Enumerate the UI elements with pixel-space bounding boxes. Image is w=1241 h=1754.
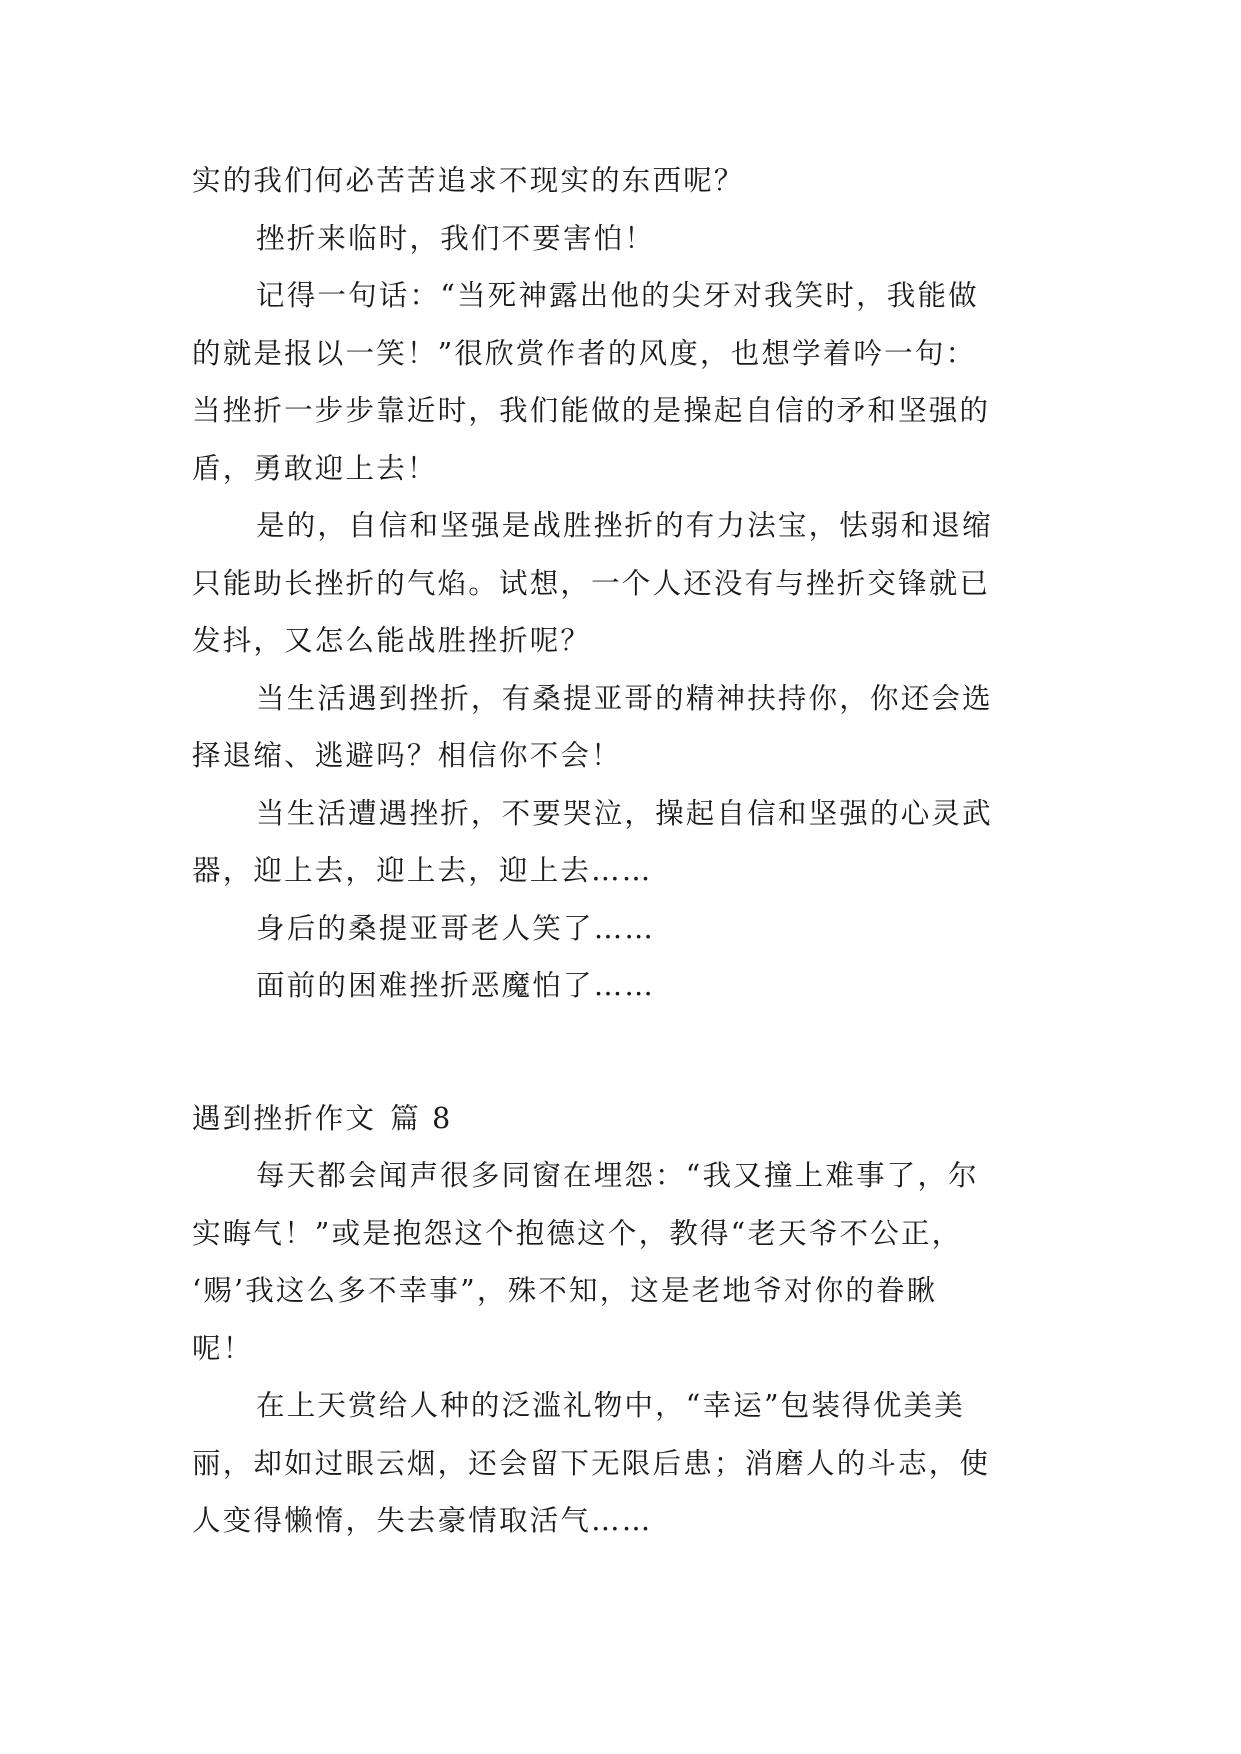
text-line: 实的我们何必苦苦追求不现实的东西呢？ (192, 164, 745, 197)
text-line: 只能助长挫折的气焰。试想，一个人还没有与挫折交锋就已 (192, 566, 991, 600)
heading-number: 篇 8 (390, 1102, 453, 1135)
paragraph-line: 面前的困难挫折恶魔怕了…… (256, 969, 656, 1002)
heading-title: 遇到挫折作文 (192, 1102, 377, 1135)
paragraph-line: 身后的桑提亚哥老人笑了…… (256, 911, 656, 945)
text-line: 的就是报以一笑！”很欣赏作者的风度，也想学着吟一句： (192, 336, 977, 370)
text-line: 人变得懒惰，失去豪情取活气…… (192, 1504, 653, 1537)
text-line: 器，迎上去，迎上去，迎上去…… (192, 854, 653, 887)
essay-section-7-tail (192, 152, 1052, 1015)
text-line: 盾，勇敢迎上去！ (192, 451, 438, 485)
text-line: 发抖，又怎么能战胜挫折呢？ (192, 624, 592, 657)
paragraph-line: 在上天赏给人种的泛滥礼物中，“幸运”包装得优美美 (256, 1389, 965, 1422)
paragraph-line: 是的，自信和坚强是战胜挫折的有力法宝，怯弱和退缩 (256, 509, 993, 542)
paragraph-line: 挫折来临时，我们不要害怕！ (256, 221, 656, 255)
paragraph-line: 当生活遇到挫折，有桑提亚哥的精神扶持你，你还会选 (256, 681, 993, 715)
text-line: 当挫折一步步靠近时，我们能做的是操起自信的矛和坚强的 (192, 394, 991, 427)
essay-section-8 (192, 1147, 1052, 1550)
paragraph-line: 记得一句话：“当死神露出他的尖牙对我笑时，我能做 (256, 279, 979, 312)
text-line: 呢！ (192, 1331, 254, 1365)
paragraph-line: 当生活遭遇挫折，不要哭泣，操起自信和坚强的心灵武 (256, 796, 993, 830)
text-line: 丽，却如过眼云烟，还会留下无限后患；消磨人的斗志，使 (192, 1446, 991, 1480)
paragraph-line: 每天都会闻声很多同窗在埋怨：“我又撞上难事了，尔 (256, 1159, 979, 1192)
text-line: ‘赐’我这么多不幸事”，殊不知，这是老地爷对你的眷瞅 (192, 1274, 938, 1307)
text-line: 实晦气！”或是抱怨这个抱德这个，教得“老天爷不公正， (192, 1216, 963, 1250)
section-heading (192, 1090, 453, 1148)
text-line: 择退缩、逃避吗？相信你不会！ (192, 739, 622, 772)
